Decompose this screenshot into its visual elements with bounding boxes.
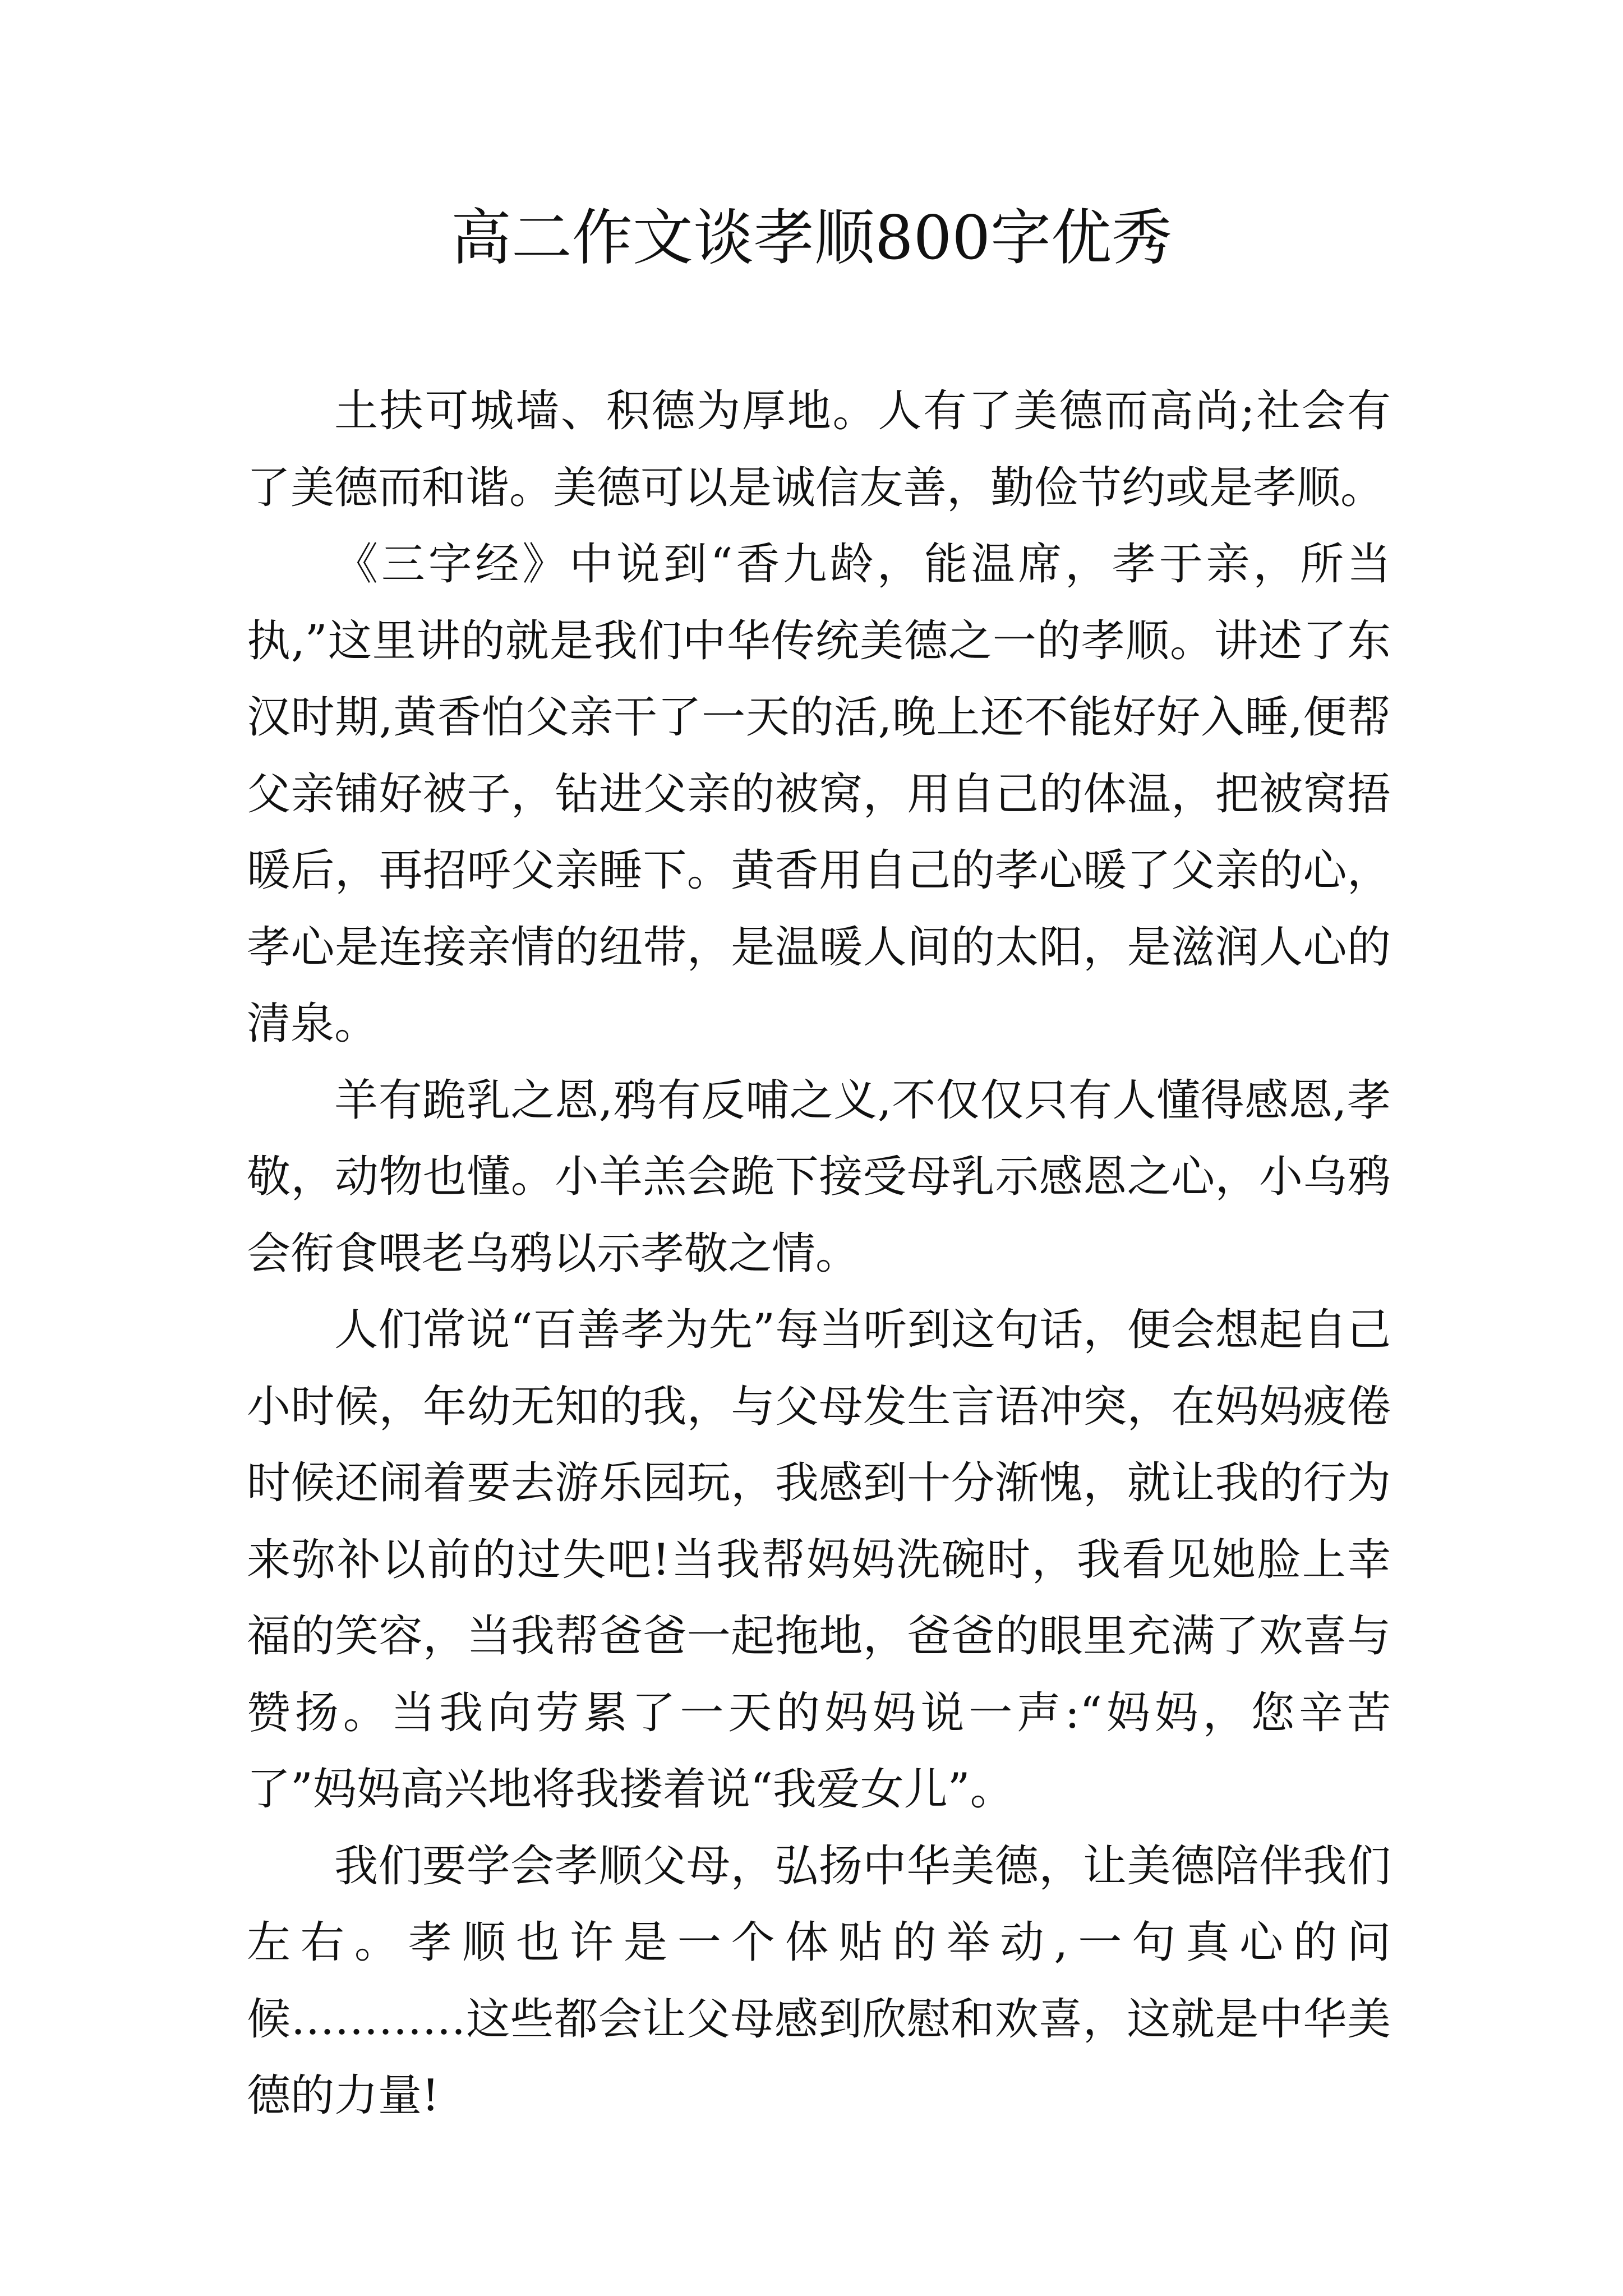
paragraph-4: 人们常说“百善孝为先”每当听到这句话，便会想起自己小时候，年幼无知的我，与父母发生言语冲突，在妈妈疲倦时候还闹着要去游乐园玩，我感到十分渐愧，就让我的行为来弥补以前的过失吧!当我帮妈妈洗碗时，我看见她脸上幸福的笑容，当我帮爸爸一起拖地，爸爸的眼里充满了欢喜与赞扬。当我向劳累了一天的妈妈说一声:“妈妈，您辛苦了”妈妈高兴地将我搂着说“我爱女儿”。 [247, 1305, 1391, 1815]
paragraph-1: 土扶可城墙、积德为厚地。人有了美德而高尚;社会有了美德而和谐。美德可以是诚信友善，勤俭节约或是孝顺。 [247, 386, 1391, 513]
document-title: 高二作文谈孝顺800字优秀 [450, 203, 1173, 273]
paragraph-2: 《三字经》中说到“香九龄，能温席，孝于亲，所当执,”这里讲的就是我们中华传统美德之一的孝顺。讲述了东汉时期,黄香怕父亲干了一天的活,晚上还不能好好入睡,便帮父亲铺好被子，钻进父亲的被窝，用自己的体温，把被窝捂暖后，再招呼父亲睡下。黄香用自己的孝心暖了父亲的心，孝心是连接亲情的纽带，是温暖人间的太阳，是滋润人心的清泉。 [247, 539, 1391, 1049]
paragraph-3: 羊有跪乳之恩,鸦有反哺之义,不仅仅只有人懂得感恩,孝敬，动物也懂。小羊羔会跪下接受母乳示感恩之心，小乌鸦会衔食喂老乌鸦以示孝敬之情。 [247, 1075, 1391, 1279]
document-body [247, 373, 1391, 2134]
paragraph-5: 我们要学会孝顺父母，弘扬中华美德，让美德陪伴我们左右。孝顺也许是一个体贴的举动,一句真心的问候…………这些都会让父母感到欣慰和欢喜，这就是中华美德的力量! [247, 1841, 1391, 2121]
